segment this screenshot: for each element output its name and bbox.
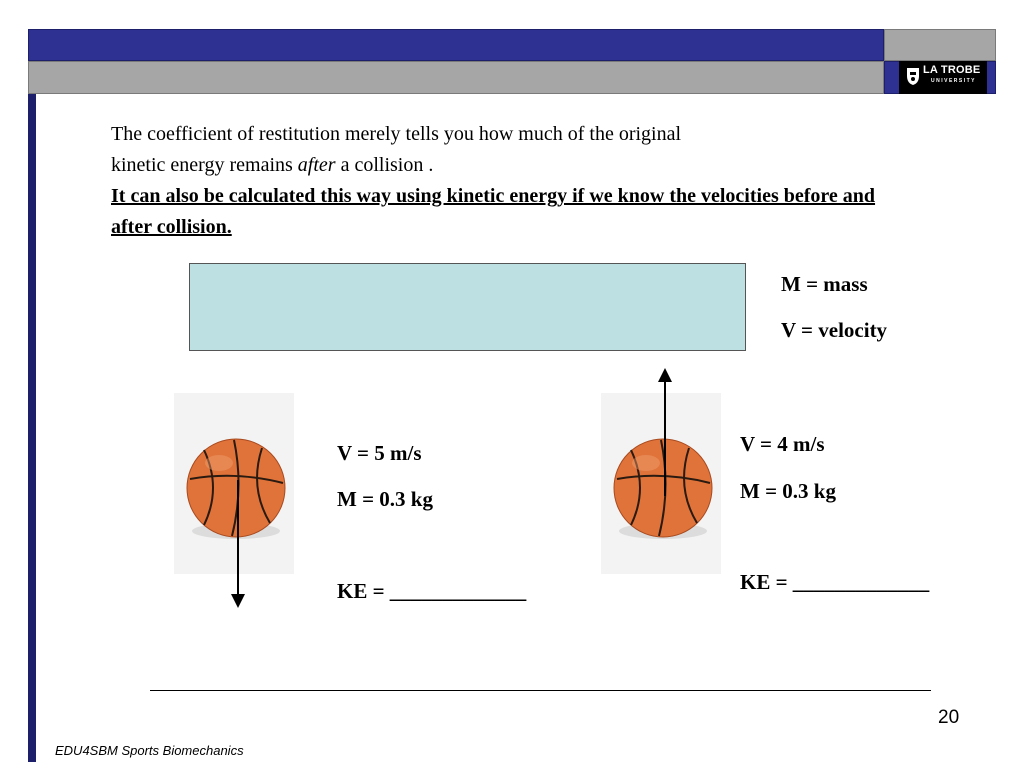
university-logo: [899, 61, 987, 94]
intro-bold-statement: It can also be calculated this way using kinetic energy if we know the velocities before and after collision.: [111, 185, 876, 238]
intro-line-2-pre: kinetic energy remains: [111, 154, 298, 176]
arrow-up-icon: [655, 366, 675, 498]
intro-line-2: [111, 150, 901, 181]
header-bar-bottom: [28, 61, 884, 94]
intro-line-2-emphasis: after: [297, 154, 336, 176]
before-ke: KE = _____________: [337, 579, 527, 603]
intro-paragraph: [111, 119, 901, 243]
after-ke: KE = _____________: [740, 570, 930, 594]
intro-line-2-post: a collision .: [335, 154, 434, 176]
before-velocity: V = 5 m/s: [337, 441, 422, 465]
footer-divider: [150, 690, 931, 691]
logo-name: LA TROBE: [923, 64, 981, 76]
after-velocity: V = 4 m/s: [740, 432, 825, 456]
logo-subtitle: UNIVERSITY: [931, 78, 977, 84]
arrow-down-icon: [228, 480, 248, 610]
legend-velocity: V = velocity: [781, 318, 888, 342]
page-number: 20: [938, 707, 960, 728]
course-footer: EDU4SBM Sports Biomechanics: [55, 743, 244, 758]
header-bar-top: [28, 29, 884, 61]
legend-mass: M = mass: [781, 272, 868, 296]
before-mass: M = 0.3 kg: [337, 487, 433, 511]
crest-icon: [905, 66, 921, 86]
intro-line-1: The coefficient of restitution merely tells you how much of the original: [111, 123, 682, 145]
after-mass: M = 0.3 kg: [740, 479, 836, 503]
formula-box: [189, 263, 746, 351]
left-accent-bar: [28, 94, 36, 762]
header-bar-top-right: [884, 29, 996, 61]
